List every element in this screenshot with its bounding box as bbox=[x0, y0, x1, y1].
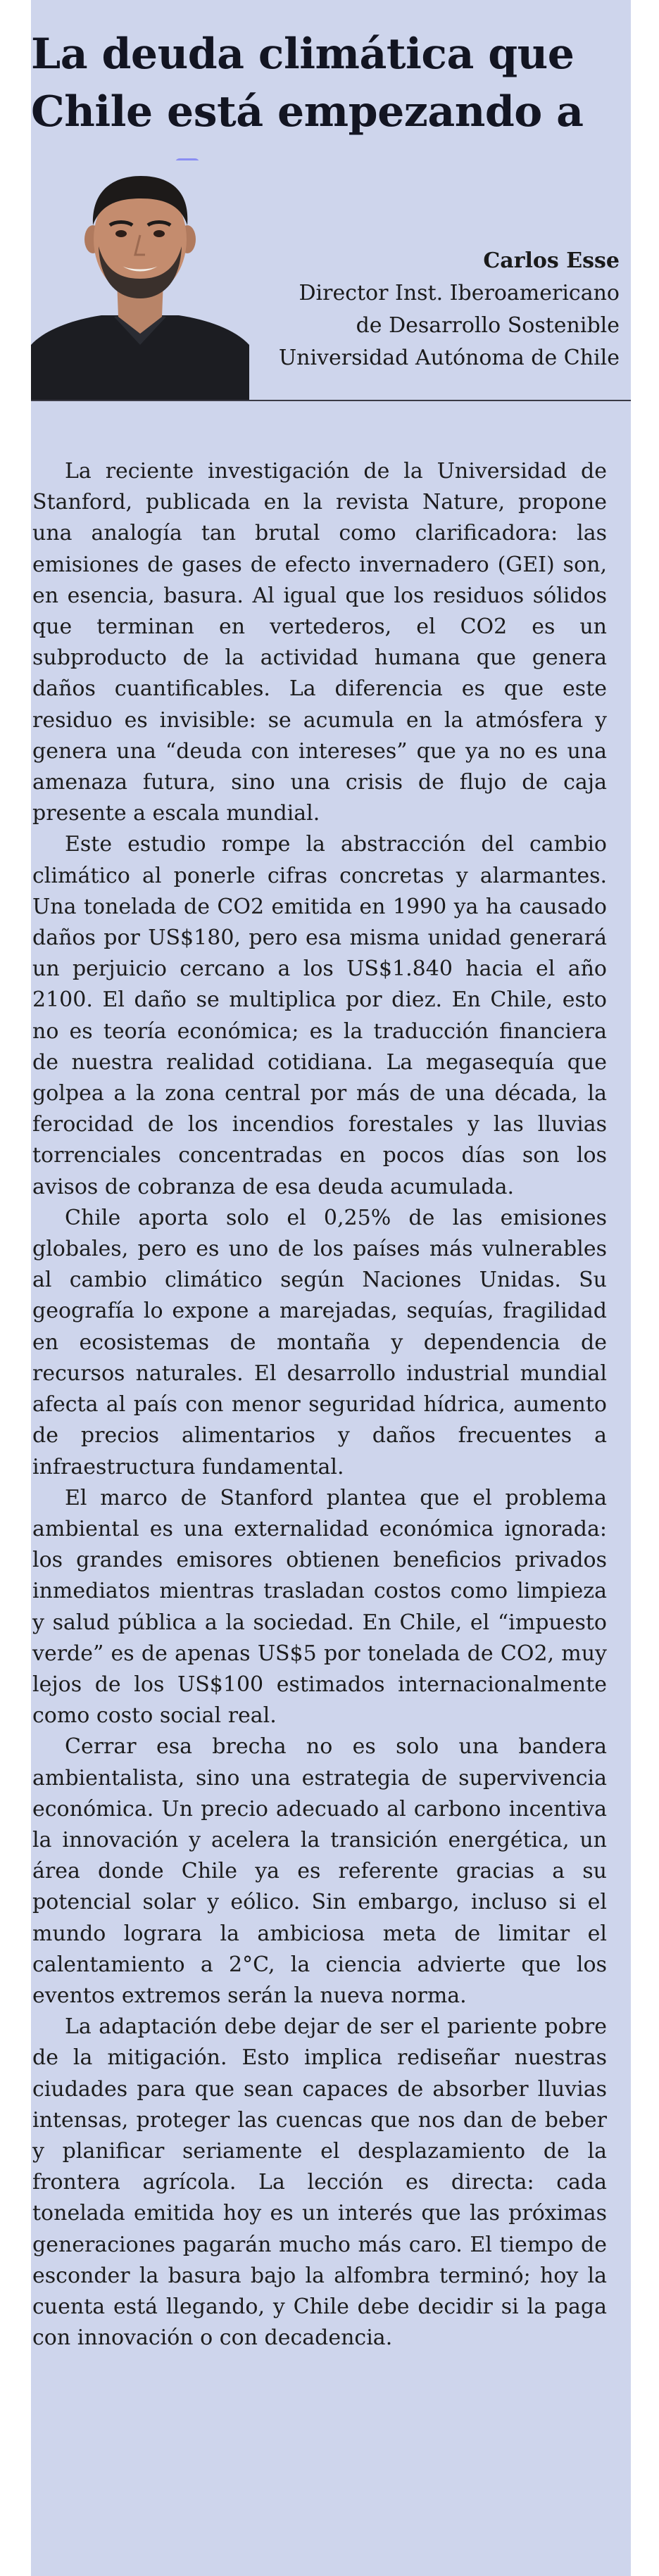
headline-text: La deuda climática que Chile está empezando a bbox=[31, 30, 584, 137]
article-paragraph: La adaptación debe dejar de ser el pariente pobre de la mitigación. Esto implica rediseñar nuestras ciudades para que sean capaces de absorber lluvias intensas, proteger las cuencas que nos dan de beber y planificar seriamente el desplazamiento de la frontera agrícola. La lección es directa: cada tonelada emitida hoy es un interés que las próximas generaciones pagarán mucho más caro. El tiempo de esconder la basura bajo la alfombra terminó; hoy la cuenta está llegando, y Chile debe decidir si la paga con innovación o con decadencia. bbox=[32, 2014, 607, 2351]
author-photo bbox=[31, 160, 249, 400]
article-paragraph: Cerrar esa brecha no es solo una bandera ambientalista, sino una estrategia de supervivencia económica. Un precio adecuado al carbono incentiva la innovación y acelera la transición energética, un área donde Chile ya es referente gracias a su potencial solar y eólico. Sin embargo, incluso si el mundo lograra la ambiciosa meta de limitar el calentamiento a 2°C, la ciencia advierte que los eventos extremos serán la nueva norma. bbox=[32, 1734, 607, 2008]
author-byline bbox=[253, 245, 620, 374]
header-divider bbox=[31, 400, 631, 401]
author-title-line-2: de Desarrollo Sostenible bbox=[356, 313, 620, 338]
article-paragraph: Chile aporta solo el 0,25% de las emisiones globales, pero es uno de los países más vulnerables al cambio climático según Naciones Unidas. Su geografía lo expone a marejadas, sequías, fragilidad en ecosistemas de montaña y dependencia de recursos naturales. El desarrollo industrial mundial afecta al país con menor seguridad hídrica, aumento de precios alimentarios y daños frecuentes a infraestructura fundamental. bbox=[32, 1205, 607, 1479]
author-title: Director Inst. Iberoamericano bbox=[299, 281, 620, 305]
article-body bbox=[32, 456, 607, 2354]
article-paragraph: La reciente investigación de la Universidad de Stanford, publicada en la revista Nature, propone una analogía tan brutal como clarificadora: las emisiones de gases de efecto invernadero (GEI) son, en esencia, basura. Al igual que los residuos sólidos que terminan en vertederos, el CO2 es un subproducto de la actividad humana que genera daños cuantificables. La diferencia es que este residuo es invisible: se acumula en la atmósfera y genera una “deuda con intereses” que ya no es una amenaza futura, sino una crisis de flujo de caja presente a escala mundial. bbox=[32, 459, 607, 826]
article-paragraph: El marco de Stanford plantea que el problema ambiental es una externalidad económica ignorada: los grandes emisores obtienen beneficios privados inmediatos mientras trasladan costos como limpieza y salud pública a la sociedad. En Chile, el “impuesto verde” es de apenas US$5 por tonelada de CO2, muy lejos de los US$100 estimados internacionalmente como costo social real. bbox=[32, 1485, 607, 1729]
article-paragraph: Este estudio rompe la abstracción del cambio climático al ponerle cifras concretas y alarmantes. Una tonelada de CO2 emitida en 1990 ya ha causado daños por US$180, pero esa misma unidad generará un perjuicio cercano a los US$1.840 hacia el año 2100. El daño se multiplica por diez. En Chile, esto no es teoría económica; es la traducción financiera de nuestra realidad cotidiana. La megasequía que golpea a la zona central por más de una década, la ferocidad de los incendios forestales y las lluvias torrenciales concentradas en pocos días son los avisos de cobranza de esa deuda acumulada. bbox=[32, 832, 607, 1199]
author-affiliation: Universidad Autónoma de Chile bbox=[278, 346, 620, 370]
author-name: Carlos Esse bbox=[483, 248, 620, 273]
